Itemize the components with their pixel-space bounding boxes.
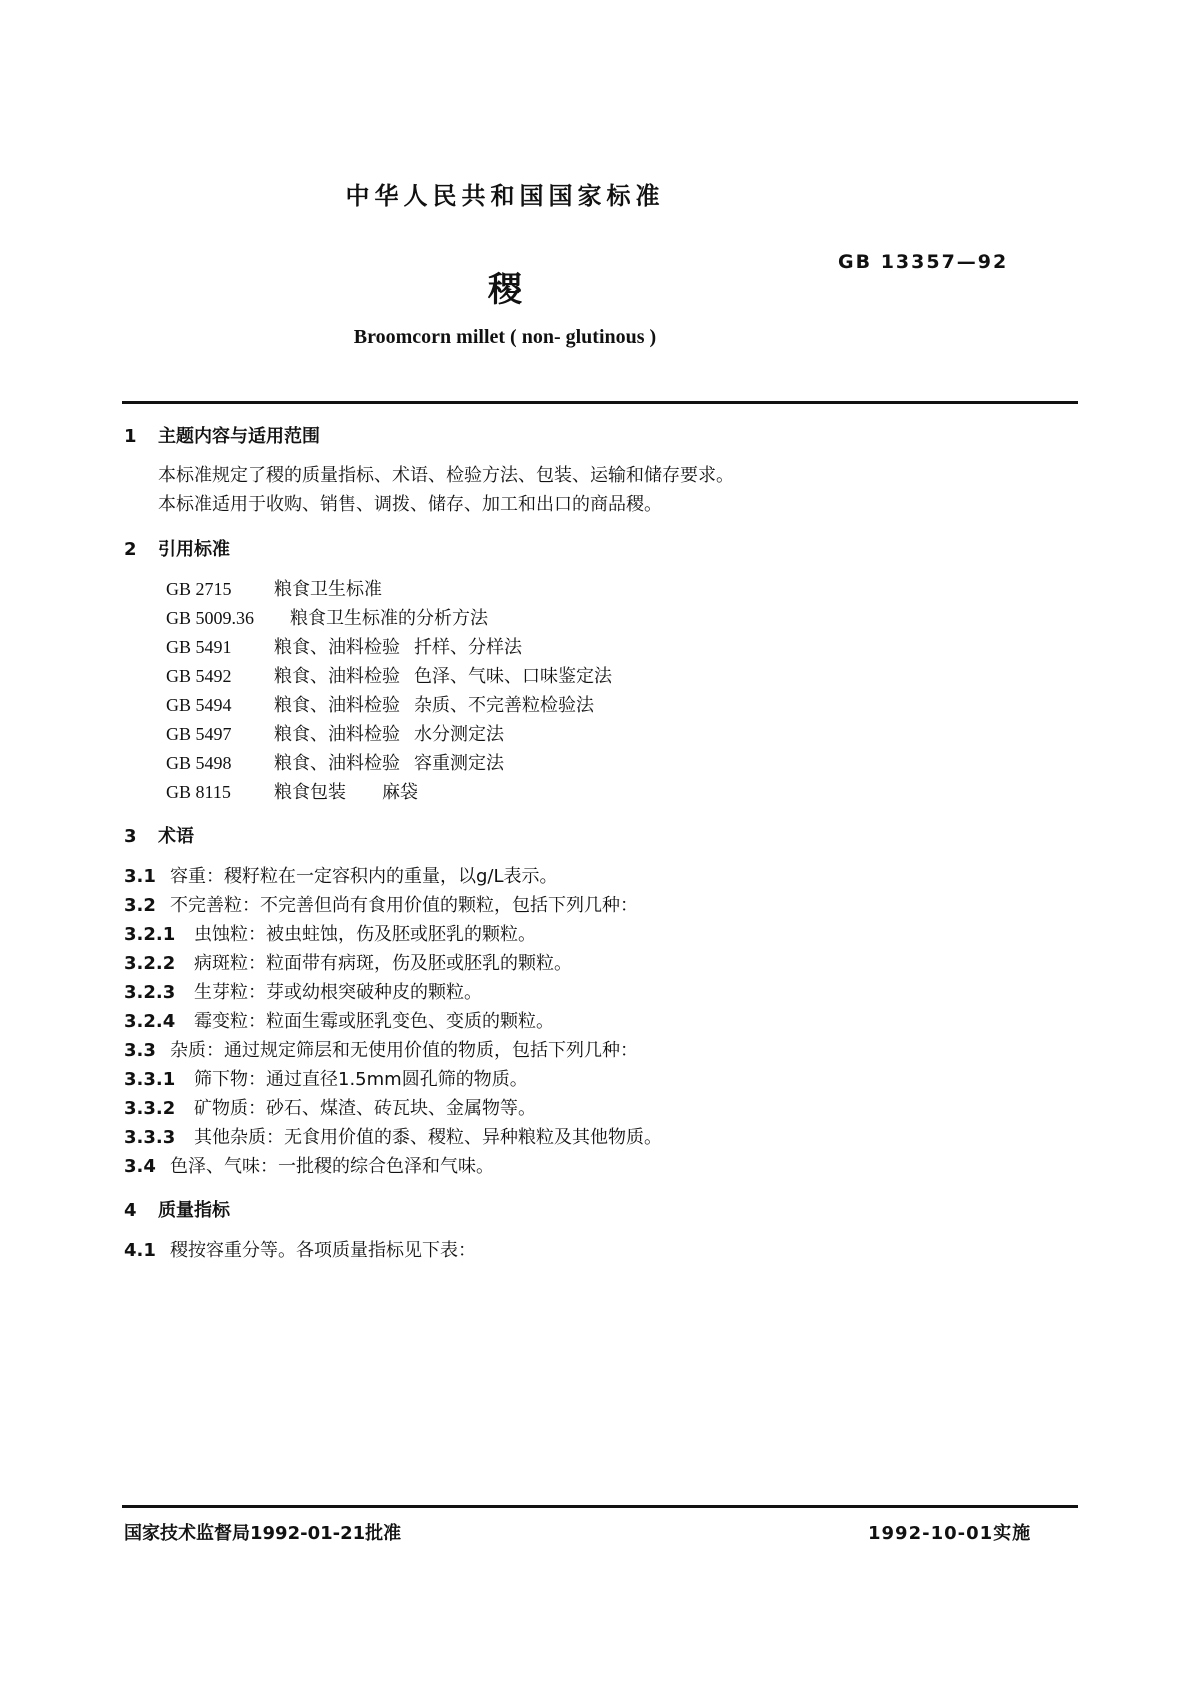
standard-heading: 中华人民共和国国家标准 xyxy=(345,182,665,210)
reference-code: GB 5492 xyxy=(166,666,232,686)
section-2-heading xyxy=(124,535,230,561)
term-item xyxy=(124,1123,662,1149)
term-number: 3.2.4 xyxy=(124,1011,176,1032)
reference-code: GB 5497 xyxy=(166,724,232,744)
term-item xyxy=(124,1094,536,1120)
term-number: 3.3.2 xyxy=(124,1098,176,1119)
term-item xyxy=(124,1036,638,1062)
term-item xyxy=(124,920,536,946)
term-text: 不完善粒：不完善但尚有食用价值的颗粒，包括下列几种： xyxy=(170,895,638,916)
reference-code: GB 5009.36 xyxy=(166,608,255,628)
term-text: 其他杂质：无食用价值的黍、稷粒、异种粮粒及其他物质。 xyxy=(194,1127,662,1148)
reference-title: 粮食、油料检验 xyxy=(274,695,400,716)
section-number: 1 xyxy=(124,426,137,447)
term-text: 生芽粒：芽或幼根突破种皮的颗粒。 xyxy=(194,982,482,1003)
reference-title: 粮食卫生标准的分析方法 xyxy=(290,608,488,629)
section-title: 主题内容与适用范围 xyxy=(158,426,320,447)
reference-title: 粮食包装 xyxy=(274,782,346,803)
reference-subtitle: 麻袋 xyxy=(382,782,418,803)
reference-item xyxy=(166,778,418,804)
reference-item xyxy=(166,575,382,601)
reference-code: GB 8115 xyxy=(166,782,231,802)
section-1-paragraph: 本标准适用于收购、销售、调拨、储存、加工和出口的商品稷。 xyxy=(158,494,662,515)
section-3-heading xyxy=(124,822,194,848)
reference-code: GB 2715 xyxy=(166,579,232,599)
term-text: 筛下物：通过直径1.5mm圆孔筛的物质。 xyxy=(194,1069,528,1090)
document-title-cn: 稷 xyxy=(488,270,522,310)
term-text: 霉变粒：粒面生霉或胚乳变色、变质的颗粒。 xyxy=(194,1011,554,1032)
term-text: 容重：稷籽粒在一定容积内的重量，以g/L表示。 xyxy=(170,866,558,887)
term-item xyxy=(124,1065,528,1091)
reference-code: GB 5491 xyxy=(166,637,232,657)
reference-title: 粮食、油料检验 xyxy=(274,637,400,658)
reference-title: 粮食卫生标准 xyxy=(274,579,382,600)
reference-item xyxy=(166,749,504,775)
header-divider xyxy=(122,401,1078,404)
reference-item xyxy=(166,662,612,688)
term-text: 稷按容重分等。各项质量指标见下表： xyxy=(170,1240,476,1261)
term-text: 矿物质：砂石、煤渣、砖瓦块、金属物等。 xyxy=(194,1098,536,1119)
term-number: 3.3 xyxy=(124,1040,156,1061)
term-text: 色泽、气味：一批稷的综合色泽和气味。 xyxy=(170,1156,494,1177)
implementation-date: 1992-10-01实施 xyxy=(868,1523,1032,1544)
term-text: 虫蚀粒：被虫蛀蚀，伤及胚或胚乳的颗粒。 xyxy=(194,924,536,945)
reference-subtitle: 水分测定法 xyxy=(414,724,504,745)
reference-item xyxy=(166,633,522,659)
section-1-heading xyxy=(124,422,320,448)
term-item xyxy=(124,1152,494,1178)
section-number: 4 xyxy=(124,1200,137,1221)
term-text: 病斑粒：粒面带有病斑，伤及胚或胚乳的颗粒。 xyxy=(194,953,572,974)
reference-title: 粮食、油料检验 xyxy=(274,753,400,774)
term-item xyxy=(124,949,572,975)
term-item xyxy=(124,891,638,917)
reference-subtitle: 色泽、气味、口味鉴定法 xyxy=(414,666,612,687)
term-number: 3.1 xyxy=(124,866,156,887)
term-number: 3.3.3 xyxy=(124,1127,176,1148)
approval-date: 国家技术监督局1992-01-21批准 xyxy=(124,1523,402,1544)
reference-title: 粮食、油料检验 xyxy=(274,666,400,687)
term-item xyxy=(124,1007,554,1033)
section-1-paragraph: 本标准规定了稷的质量指标、术语、检验方法、包装、运输和储存要求。 xyxy=(158,465,734,486)
reference-code: GB 5498 xyxy=(166,753,232,773)
reference-subtitle: 容重测定法 xyxy=(414,753,504,774)
reference-item xyxy=(166,691,594,717)
term-number: 3.2 xyxy=(124,895,156,916)
standard-number: GB 13357—92 xyxy=(838,251,1009,273)
document-title-en: Broomcorn millet ( non- glutinous ) xyxy=(353,326,657,348)
term-number: 3.2.3 xyxy=(124,982,176,1003)
term-item xyxy=(124,1236,476,1262)
term-number: 3.3.1 xyxy=(124,1069,176,1090)
reference-subtitle: 扦样、分样法 xyxy=(414,637,522,658)
term-item xyxy=(124,978,482,1004)
reference-item xyxy=(166,720,504,746)
term-item xyxy=(124,862,558,888)
term-number: 4.1 xyxy=(124,1240,156,1261)
reference-title: 粮食、油料检验 xyxy=(274,724,400,745)
term-number: 3.2.2 xyxy=(124,953,176,974)
term-text: 杂质：通过规定筛层和无使用价值的物质，包括下列几种： xyxy=(170,1040,638,1061)
section-number: 2 xyxy=(124,539,137,560)
term-number: 3.4 xyxy=(124,1156,156,1177)
section-title: 引用标准 xyxy=(158,539,230,560)
reference-item xyxy=(166,604,488,630)
term-number: 3.2.1 xyxy=(124,924,176,945)
footer-divider xyxy=(122,1505,1078,1508)
section-title: 质量指标 xyxy=(158,1200,230,1221)
reference-subtitle: 杂质、不完善粒检验法 xyxy=(414,695,594,716)
section-4-heading xyxy=(124,1196,230,1222)
section-title: 术语 xyxy=(158,826,194,847)
section-number: 3 xyxy=(124,826,137,847)
reference-code: GB 5494 xyxy=(166,695,232,715)
